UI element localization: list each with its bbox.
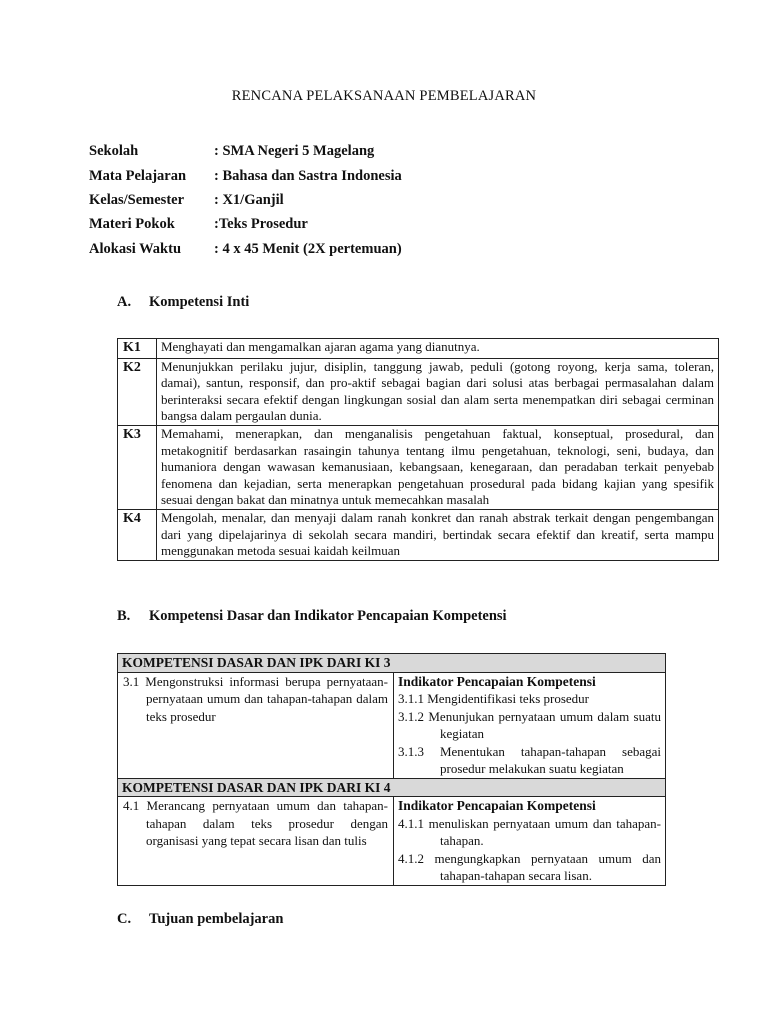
- table-row: [118, 425, 719, 509]
- ki-code: K3: [118, 425, 157, 509]
- info-value-school: : SMA Negeri 5 Magelang: [214, 143, 375, 159]
- ki-description: Memahami, menerapkan, dan menganalisis pengetahuan faktual, konseptual, prosedural, dan metakognitif berdasarkan rasaingin tahunya tentang ilmu pengetahuan, teknologi, seni, budaya, dan humaniora dengan wawasan kemanusiaan, kebangsaan, kenegaraan, dan peradaban terkait penyebab fenomena dan kejadian, serta menerapkan pengetahuan prosedural pada bidang kajian yang spesifik sesuai dengan bakat dan minatnya untuk memecahkan masalah: [157, 425, 719, 509]
- ki-code: K1: [118, 339, 157, 359]
- ipk-item: 4.1.1 menuliskan pernyataan umum dan tahapan-tahapan.: [398, 815, 661, 848]
- ipk-title: Indikator Pencapaian Kompetensi: [398, 798, 596, 813]
- info-value-class: : X1/Ganjil: [214, 192, 284, 208]
- ki-description: Menunjukkan perilaku jujur, disiplin, tanggung jawab, peduli (gotong royong, kerja sama, toleran, damai), santun, responsif, dan pro-aktif sebagai bagian dari solusi atas berbagai permasalahan dalam berinteraksi secara efektif dengan lingkungan sosial dan alam serta menempatkan diri sebagai cerminan bangsa dalam pergaulan dunia.: [157, 358, 719, 425]
- info-label-school: Sekolah: [89, 143, 139, 159]
- ipk-item: 4.1.2 mengungkapkan pernyataan umum dan tahapan-tahapan secara lisan.: [398, 850, 661, 883]
- ipk-cell: [394, 672, 666, 778]
- section-a-heading: [117, 294, 249, 311]
- section-b-title: Kompetensi Dasar dan Indikator Pencapaian Kompetensi: [149, 608, 507, 624]
- info-label-time: Alokasi Waktu: [89, 241, 182, 257]
- ki-code: K2: [118, 358, 157, 425]
- section-b-letter: B.: [117, 608, 131, 624]
- info-value-time: : 4 x 45 Menit (2X pertemuan): [214, 241, 402, 257]
- table-row: [118, 509, 719, 560]
- kd-cell: [118, 797, 394, 886]
- ki-description: Menghayati dan mengamalkan ajaran agama yang dianutnya.: [157, 339, 719, 359]
- section-a-letter: A.: [117, 294, 132, 310]
- kd-section-header: KOMPETENSI DASAR DAN IPK DARI KI 3: [118, 654, 666, 673]
- ipk-item: 3.1.2 Menunjukan pernyataan umum dalam suatu kegiatan: [398, 708, 661, 741]
- table-header-row: [118, 654, 666, 673]
- info-label-topic: Materi Pokok: [89, 216, 175, 232]
- kompetensi-dasar-table: [117, 653, 666, 886]
- info-value-subject: : Bahasa dan Sastra Indonesia: [214, 168, 402, 184]
- ipk-item: 3.1.1 Mengidentifikasi teks prosedur: [398, 691, 589, 706]
- ipk-item: 3.1.3 Menentukan tahapan-tahapan sebagai prosedur melakukan suatu kegiatan: [398, 743, 661, 776]
- section-c-heading: [117, 911, 283, 928]
- ipk-cell: [394, 797, 666, 886]
- section-a-title: Kompetensi Inti: [149, 294, 250, 310]
- info-label-subject: Mata Pelajaran: [89, 168, 187, 184]
- info-label-class: Kelas/Semester: [89, 192, 185, 208]
- ipk-title: Indikator Pencapaian Kompetensi: [398, 673, 596, 689]
- info-value-topic: :Teks Prosedur: [214, 216, 308, 232]
- table-row: [118, 339, 719, 359]
- section-b-heading: [117, 608, 507, 625]
- ki-code: K4: [118, 509, 157, 560]
- kompetensi-inti-table: [117, 338, 719, 561]
- table-row: [118, 672, 666, 778]
- section-c-letter: C.: [117, 911, 132, 927]
- kd-text: 3.1 Mengonstruksi informasi berupa pernyataan-pernyataan umum dan tahapan-tahapan dalam teks prosedur: [123, 673, 388, 724]
- kd-section-header: KOMPETENSI DASAR DAN IPK DARI KI 4: [118, 778, 666, 797]
- kd-text: 4.1 Merancang pernyataan umum dan tahapan-tahapan dalam teks prosedur dengan organisasi yang tepat secara lisan dan tulis: [123, 798, 388, 848]
- kd-cell: [118, 672, 394, 778]
- table-row: [118, 358, 719, 425]
- document-title: RENCANA PELAKSANAAN PEMBELAJARAN: [231, 88, 537, 104]
- section-c-title: Tujuan pembelajaran: [149, 911, 284, 927]
- table-row: [118, 797, 666, 886]
- table-header-row: [118, 778, 666, 797]
- ki-description: Mengolah, menalar, dan menyaji dalam ranah konkret dan ranah abstrak terkait dengan pengembangan dari yang dipelajarinya di sekolah secara mandiri, bertindak secara efektif dan kreatif, serta mampu menggunakan metoda sesuai kaidah keilmuan: [157, 509, 719, 560]
